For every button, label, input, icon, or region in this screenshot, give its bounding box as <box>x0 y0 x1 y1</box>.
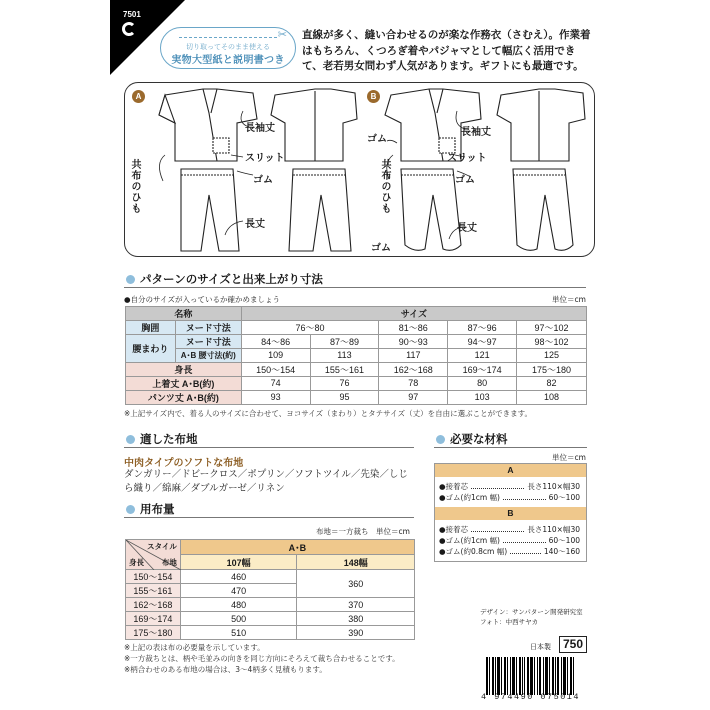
materials-group-a-header: A <box>435 464 586 477</box>
yardage-section-title: 用布量 <box>140 502 175 516</box>
waist-nude-cell: 84〜86 <box>241 335 310 349</box>
size-section-title: パターンのサイズと出来上がり寸法 <box>140 272 323 286</box>
material-item: ●接着芯 長さ110×幅30 <box>439 525 580 534</box>
w148-cell: 380 <box>297 612 415 626</box>
height-cell: 150〜154 <box>126 570 181 584</box>
bullet-dot-icon <box>126 505 135 514</box>
height-cell: 169〜174 <box>448 362 517 376</box>
waist-finished-cell: 125 <box>517 349 587 363</box>
style-b-illustration <box>361 83 596 258</box>
bullet-dot-icon <box>126 275 135 284</box>
materials-unit: 単位＝cm <box>552 453 586 462</box>
w107-cell: 480 <box>180 598 297 612</box>
yardage-note: ※柄合わせのある布地の場合は、3〜4柄多く見積もります。 <box>124 665 327 674</box>
header-name: 名称 <box>126 307 242 321</box>
height-cell: 162〜168 <box>379 362 448 376</box>
corner-fabric-label: 布地 <box>161 558 177 567</box>
chest-cell: 81〜86 <box>379 321 448 335</box>
chest-label: 胸囲 <box>126 321 176 335</box>
badge-line2: 実物大型紙と説明書つき <box>171 55 285 66</box>
fabric-subtitle: 中肉タイプのソフトな布地 <box>124 458 244 469</box>
label-sleeve-length-b: 長袖丈 <box>461 127 491 138</box>
materials-box <box>434 463 587 562</box>
style-a-drawing-icon <box>125 83 360 258</box>
label-sleeve-length: 長袖丈 <box>245 123 275 134</box>
size-unit: 単位＝cm <box>552 295 586 304</box>
waist-nude-cell: 90〜93 <box>379 335 448 349</box>
fabric-list: ダンガリー／ドビークロス／ポプリン／ソフトツイル／先染／しじら織り／綿麻／ダブルガーゼ／リネン <box>124 469 408 494</box>
label-slit-b: スリット <box>447 153 487 164</box>
height-cell: 155〜161 <box>310 362 379 376</box>
style-b-tag: B <box>367 90 380 103</box>
style-b-drawing-icon <box>361 83 596 258</box>
made-in-label: 日本製 <box>530 643 551 651</box>
chest-cell: 76〜80 <box>241 321 379 335</box>
pants-length-cell: 108 <box>517 390 587 404</box>
waist-finished-cell: 113 <box>310 349 379 363</box>
waist-finished-cell: 109 <box>241 349 310 363</box>
height-cell: 175〜180 <box>126 626 181 640</box>
full-size-pattern-badge <box>160 27 296 69</box>
label-cuff-elastic: ゴム <box>367 134 387 145</box>
width-107-header: 107幅 <box>180 555 297 570</box>
waist-nude-cell: 87〜89 <box>310 335 379 349</box>
fabric-section-title: 適した布地 <box>140 432 198 446</box>
yardage-unit-note: 布地＝一方裁ち 単位＝cm <box>316 527 410 536</box>
scissors-icon: ✂ <box>277 28 287 41</box>
fabric-section-heading <box>124 430 414 448</box>
width-148-header: 148幅 <box>297 555 415 570</box>
waist-finished-cell: 121 <box>448 349 517 363</box>
size-section-heading <box>124 270 586 288</box>
material-item: ●接着芯 長さ110×幅30 <box>439 482 580 491</box>
waist-nude-cell: 98〜102 <box>517 335 587 349</box>
pants-length-cell: 97 <box>379 390 448 404</box>
pants-length-label: パンツ丈 A･B(約) <box>126 390 242 404</box>
jacket-length-cell: 80 <box>448 376 517 390</box>
bullet-dot-icon <box>126 435 135 444</box>
photo-credit: フォト：中西サヤカ <box>480 618 539 626</box>
height-cell: 150〜154 <box>241 362 310 376</box>
label-length-b: 長丈 <box>457 223 477 234</box>
price-box: 750 <box>559 636 587 653</box>
intro-text: 直線が多く、縫い合わせるのが楽な作務衣（さむえ）。作業着はもちろん、くつろぎ着やパジャマとして幅広く活用できて、老若男女問わず人気があります。ギフトにも最適です。 <box>302 29 591 72</box>
w107-cell: 500 <box>180 612 297 626</box>
height-cell: 169〜174 <box>126 612 181 626</box>
pants-length-cell: 93 <box>241 390 310 404</box>
garment-illustration-box <box>124 82 595 257</box>
barcode-number: 4 974490 075014 <box>481 692 581 702</box>
style-a-tag: A <box>132 90 145 103</box>
jacket-length-cell: 76 <box>310 376 379 390</box>
waist-finished-label: A･B 腰寸法(約) <box>175 349 241 363</box>
badge-line1: 切り取ってそのまま使える <box>186 43 270 51</box>
chest-cell: 97〜102 <box>517 321 587 335</box>
style-a-illustration <box>125 83 360 258</box>
height-cell: 155〜161 <box>126 584 181 598</box>
w148-cell: 370 <box>297 598 415 612</box>
product-code: 7501 <box>123 10 141 19</box>
waist-nude-label: ヌード寸法 <box>175 335 241 349</box>
yardage-section-heading <box>124 500 414 518</box>
material-item: ●ゴム(約0.8cm 幅) 140〜160 <box>439 547 580 556</box>
material-item: ●ゴム(約1cm 幅) 60〜100 <box>439 493 580 502</box>
barcode-icon <box>486 657 586 695</box>
size-footnote: ※上記サイズ内で、着る人のサイズに合わせて、ヨコサイズ（まわり）とタテサイズ（丈）を自由に選ぶことができます。 <box>124 409 532 418</box>
jacket-length-cell: 82 <box>517 376 587 390</box>
waist-finished-cell: 117 <box>379 349 448 363</box>
height-cell: 175〜180 <box>517 362 587 376</box>
size-table <box>125 306 587 405</box>
table-corner-cell <box>126 540 181 570</box>
w107-cell: 510 <box>180 626 297 640</box>
pants-length-cell: 103 <box>448 390 517 404</box>
yardage-note: ※上記の表は布の必要量を示しています。 <box>124 643 265 652</box>
style-header: A･B <box>180 540 414 555</box>
materials-group-b-header: B <box>435 507 586 520</box>
cut-line <box>179 37 277 38</box>
jacket-length-label: 上着丈 A･B(約) <box>126 376 242 390</box>
credits <box>480 607 583 627</box>
materials-section-title: 必要な材料 <box>450 432 508 446</box>
design-credit: デザイン：サンパターン開発研究室 <box>480 608 583 616</box>
header-size: サイズ <box>241 307 586 321</box>
label-elastic: ゴム <box>253 175 273 186</box>
label-hem-elastic: ゴム <box>371 243 391 254</box>
pants-length-cell: 95 <box>310 390 379 404</box>
yardage-table <box>125 539 415 640</box>
chest-sub-label: ヌード寸法 <box>175 321 241 335</box>
jacket-length-cell: 78 <box>379 376 448 390</box>
label-self-fabric-tie-b: 共布のひも <box>379 159 390 214</box>
label-elastic-b: ゴム <box>455 175 475 186</box>
chest-cell: 87〜96 <box>448 321 517 335</box>
yardage-note: ※一方裁ちとは、柄や毛並みの向きを同じ方向にそろえて裁ち合わせることです。 <box>124 654 400 663</box>
corner-height-label: 身長 <box>129 558 144 567</box>
jacket-length-cell: 74 <box>241 376 310 390</box>
materials-group-a <box>435 477 586 507</box>
material-item: ●ゴム(約1cm 幅) 60〜100 <box>439 536 580 545</box>
size-subnote: ●自分のサイズが入っているか確かめましょう <box>124 295 280 304</box>
brand-logo-icon <box>122 22 136 36</box>
waist-label: 腰まわり <box>126 335 176 363</box>
waist-nude-cell: 94〜97 <box>448 335 517 349</box>
w148-cell: 390 <box>297 626 415 640</box>
label-slit: スリット <box>245 153 285 164</box>
height-cell: 162〜168 <box>126 598 181 612</box>
materials-section-heading <box>434 430 587 448</box>
w107-cell: 470 <box>180 584 297 598</box>
bullet-dot-icon <box>436 435 445 444</box>
w148-cell: 360 <box>297 570 415 598</box>
w107-cell: 460 <box>180 570 297 584</box>
label-length: 長丈 <box>245 219 265 230</box>
label-self-fabric-tie: 共布のひも <box>129 159 140 214</box>
materials-group-b <box>435 520 586 561</box>
corner-style-label: スタイル <box>147 542 177 551</box>
height-label: 身長 <box>126 362 242 376</box>
